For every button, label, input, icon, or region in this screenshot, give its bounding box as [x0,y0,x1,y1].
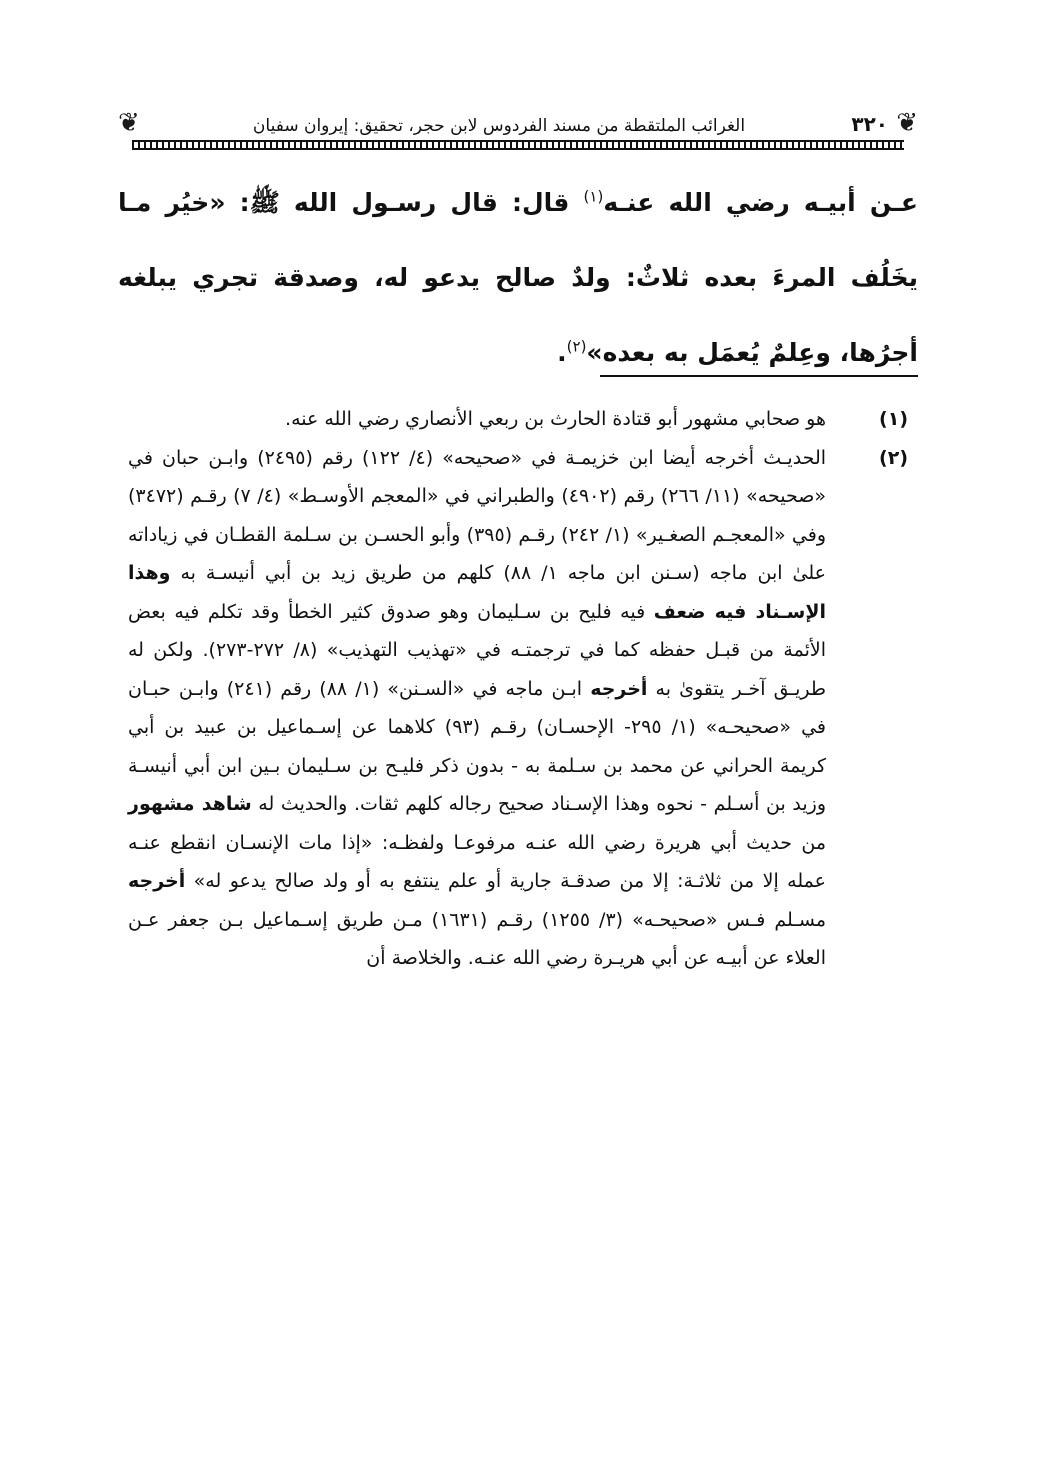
footnote-emphasis: أخرجه [590,677,648,700]
footnote-1 [128,400,908,439]
footnote-text-part: من حديث أبي هريرة رضي الله عنـه مرفوعـا ولفظـه: «إذا مات الإنسـان انقطع عنـه عمله إلا من ثلاثـة: إلا من صدقـة جارية أو علم ينتفع به أو ولد صالح يدعو له» [128,831,826,892]
main-said-prophet: قال: قال رسـول الله ﷺ: [225,188,584,217]
footnote-text: هو صحابي مشهور أبو قتادة الحارث بن ربعي الأنصاري رضي الله عنه. [285,408,826,430]
main-intro: عـن أبيـه رضي الله عنـه [603,188,918,217]
footnote-text-part: فيه فليح بن سـليمان وهو صدوق كثير الخطأ وقد تكلم فيه بعض الأئمة من قبـل حفظه كما في ترجمتـه في «تهذيب التهذيب» (٨/ ٢٧٢-٢٧٣). ولكن له طريـق آخـر يتقوىٰ به [128,600,826,700]
footnote-emphasis: شاهد مشهور [128,793,252,815]
footnote-ref-2[interactable]: (٢) [566,337,587,356]
header-decorative-band [132,140,904,150]
footnote-emphasis: وهذا الإسـناد فيه ضعف [128,562,826,623]
main-text [118,165,918,390]
running-header [118,108,918,150]
footnote-text-part: مسـلم فـس «صحيحـه» (٣/ ١٢٥٥) رقـم (١٦٣١) مـن طريق إسـماعيل بـن جعفر عـن العلاء عن أبيـه عن أبي هريـرة رضي الله عنـه. والخلاصة أن [128,908,826,969]
page-number: ٣٢٠ [851,112,888,136]
main-end: . [557,338,567,367]
footnote-2 [128,439,908,978]
footnote-ref-1[interactable]: (١) [583,187,604,206]
footnote-text-part: ابـن ماجه في «السـنن» (١/ ٨٨) رقم (٢٤١) وابـن حبـان في «صحيحـه» (١/ ٢٩٥- الإحسـان) رقـم (٩٣) كلاهما عن إسـماعيل بن عبيد بن أبي كريمة الحراني عن محمد بن سـلمة به - بدون ذكر فليـح بن سـليمان بـين ابن أبي أنيسـة وزيد بن أسـلم - نحوه وهذا الإسـناد صحيح رجاله كلهم ثقات. والحديث له [128,677,826,815]
footnote-emphasis: أخرجه [128,870,186,892]
footnotes [128,400,908,978]
running-title: الغرائب الملتقطة من مسند الفردوس لابن حجر، تحقيق: إيروان سفيان [252,116,746,136]
ornament-right-icon: ❦ [896,108,918,138]
ornament-left-icon: ❦ [118,108,140,138]
footnote-text-part: الحديـث أخرجه أيضا ابن خزيمـة في «صحيحه» (٤/ ١٢٢) رقم (٢٤٩٥) وابـن حبان في «صحيحه» (١١/ ٢٦٦) رقم (٤٩٠٢) والطبراني في «المعجم الأوسـط» (٤/ ٧) رقـم (٣٤٧٢) وفي «المعجـم الصغـير» (١/ ٢٤٢) رقـم (٣٩٥) وأبو الحسـن بن سـلمة القطـان في زياداته علىٰ ابن ماجه (سـنن ابن ماجه ١/ ٨٨) كلهم من طريق زيد بن أبي أنيسـة به [128,446,827,584]
footnote-number: (٢) [879,446,908,469]
hadith-text: «خيُر مـا يخَلُف المرءَ بعده ثلاثٌ: ولدٌ صالح يدعو له، وصدقة تجري يبلغه أجرُها، وعِلمٌ يُعمَل به بعده» [118,188,918,367]
footnote-number: (١) [879,408,908,430]
footnote-separator [600,375,918,377]
